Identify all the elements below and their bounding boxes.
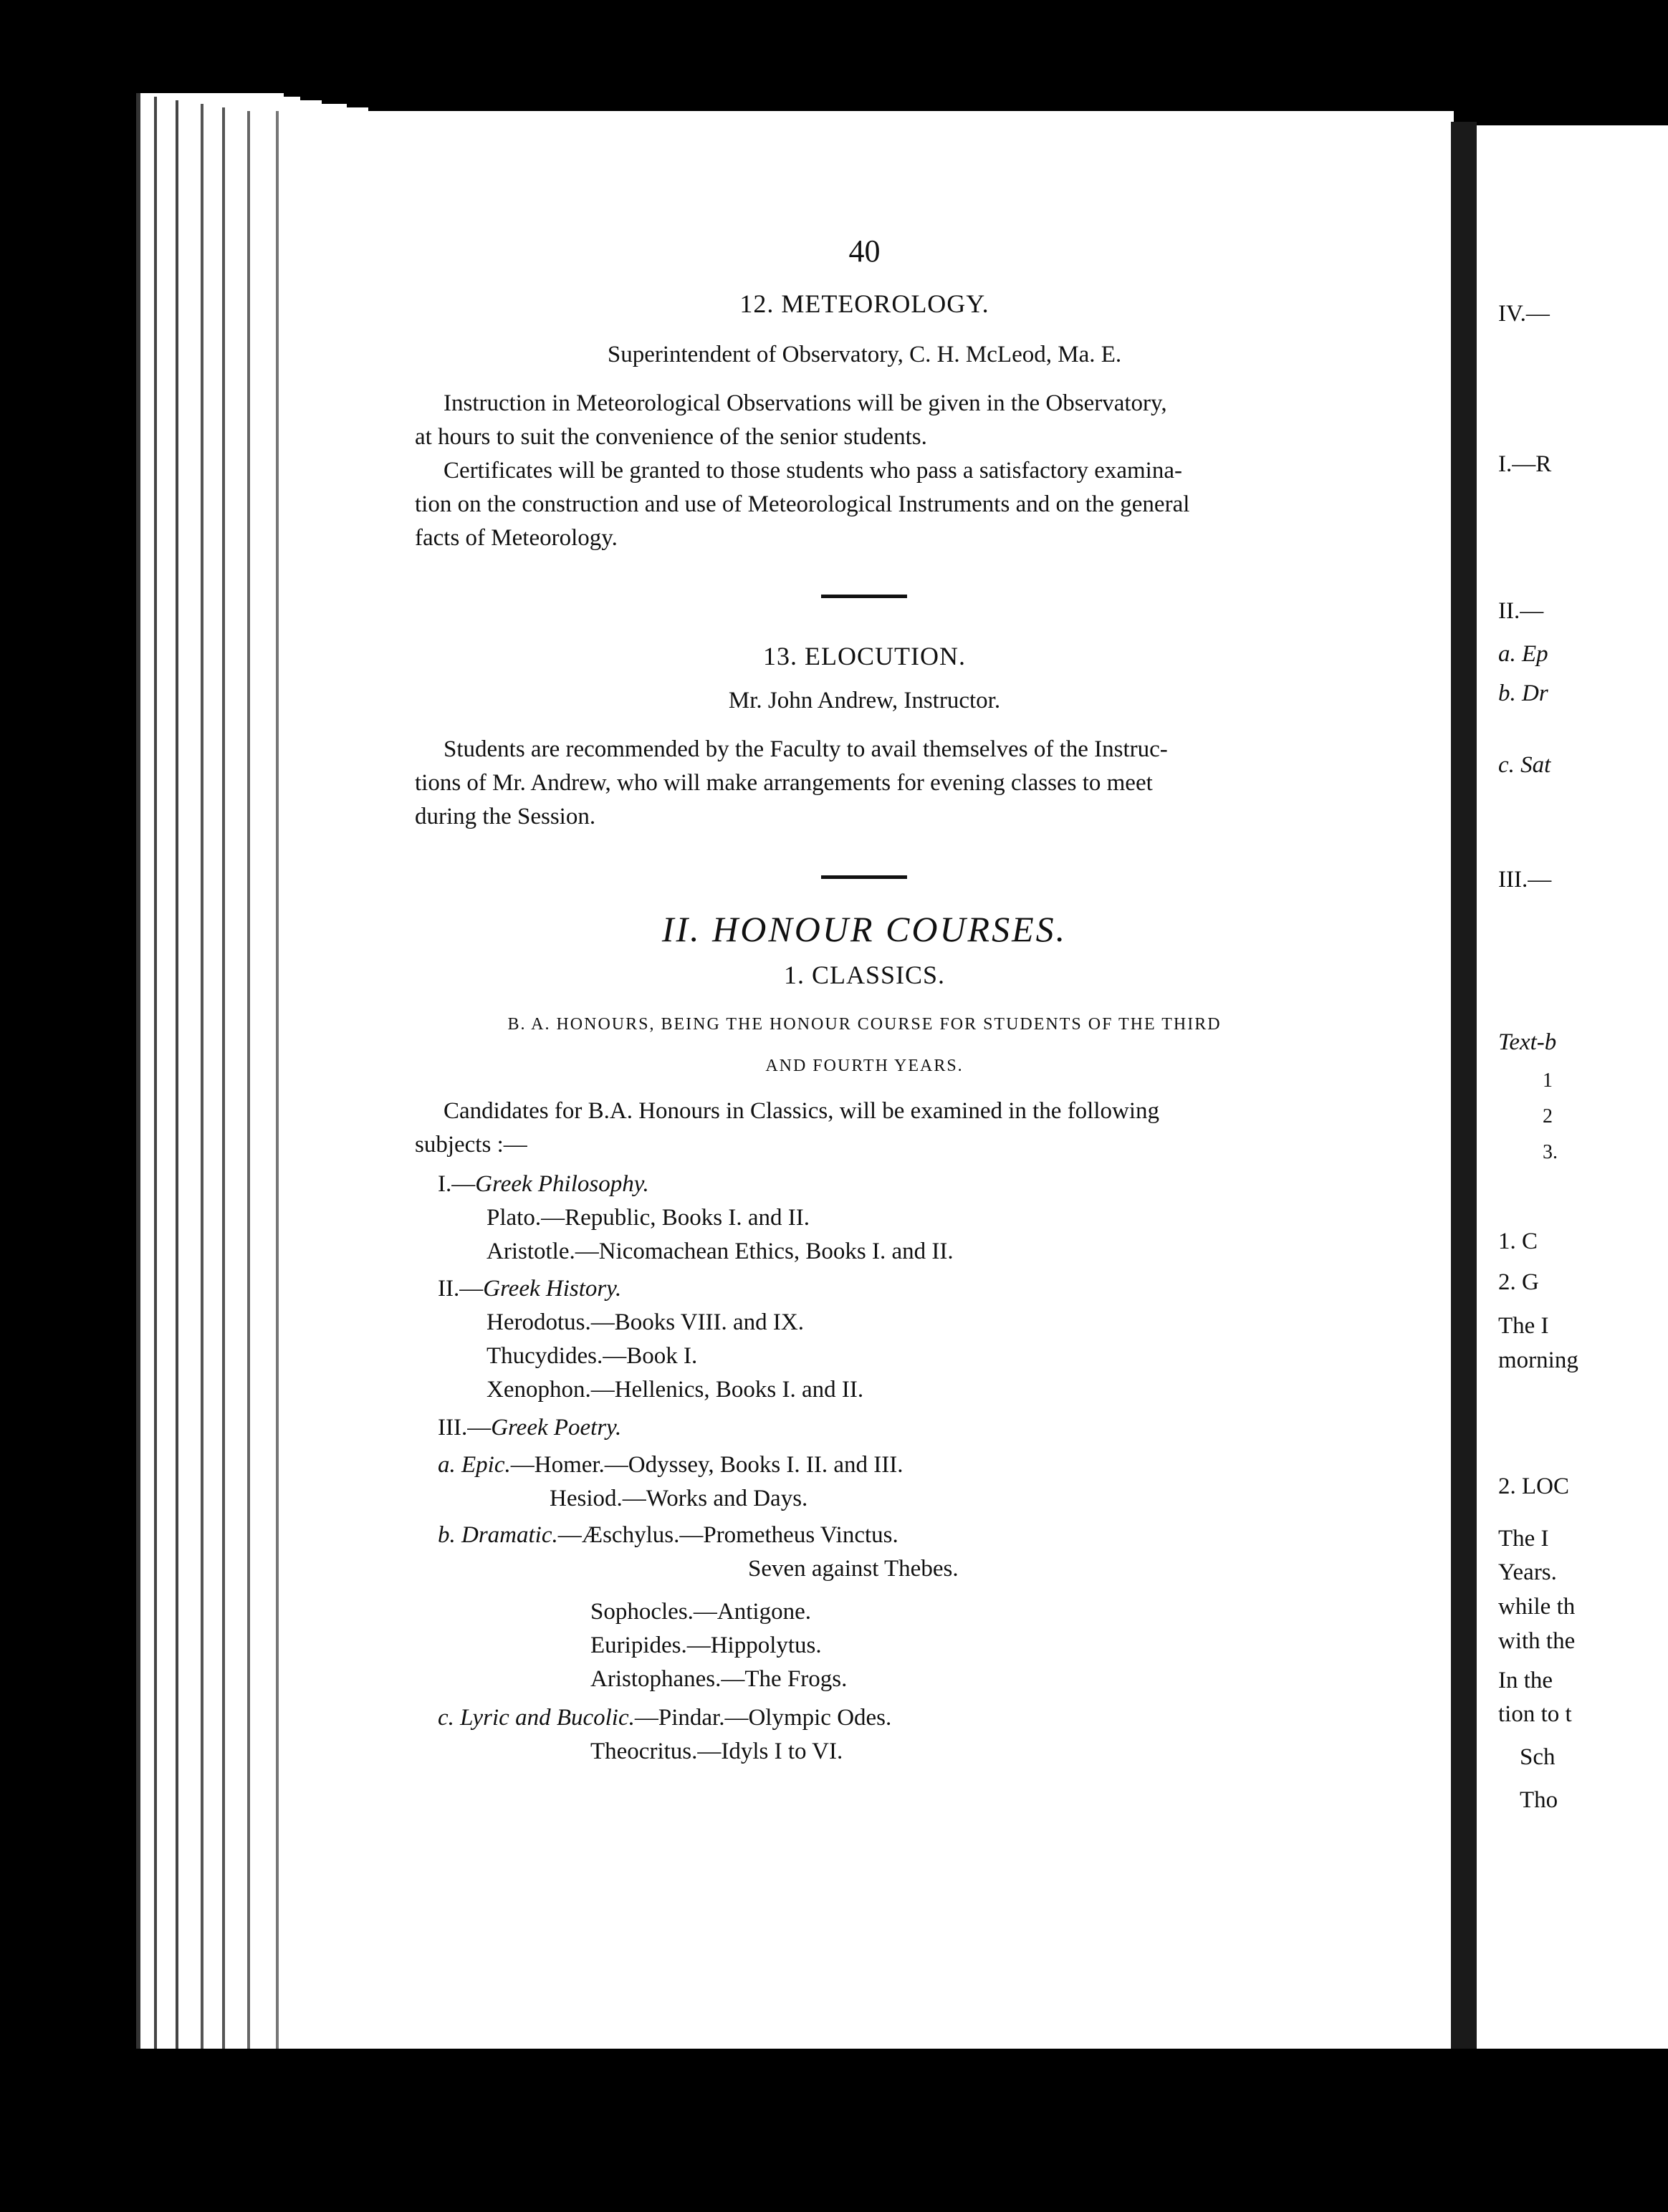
section-heading-elocution: 13. ELOCUTION. xyxy=(763,642,966,670)
section-divider xyxy=(821,875,907,879)
fragment-line: The I xyxy=(1498,1526,1549,1552)
category-label: a. Epic. xyxy=(438,1452,511,1478)
category-text: —Homer.—Odyssey, Books I. II. and III. xyxy=(510,1452,904,1478)
fragment-line: with the xyxy=(1498,1628,1576,1654)
elocution-para-line2: tions of Mr. Andrew, who will make arrangements for evening classes to meet xyxy=(415,770,1153,796)
meteorology-para2-line2: tion on the construction and use of Meteorological Instruments and on the general xyxy=(415,491,1190,517)
meteorology-para1-line2: at hours to suit the convenience of the senior students. xyxy=(415,424,927,450)
section-divider xyxy=(821,595,907,598)
elocution-para-line1: Students are recommended by the Faculty to avail themselves of the Instruc- xyxy=(444,736,1168,762)
page-number: 40 xyxy=(848,234,881,269)
fragment-line: IV.— xyxy=(1498,301,1550,327)
fragment-line: 2 xyxy=(1543,1105,1553,1127)
list-item: Thucydides.—Book I. xyxy=(486,1343,698,1369)
subject-number: I.— xyxy=(438,1171,476,1197)
list-item: Aristotle.—Nicomachean Ethics, Books I. and II. xyxy=(486,1239,954,1264)
fragment-line: Years. xyxy=(1498,1559,1557,1585)
poetry-dramatic xyxy=(438,1522,898,1549)
fragment-line: 1 xyxy=(1543,1069,1553,1092)
fragment-line: In the xyxy=(1498,1668,1553,1693)
list-item: Euripides.—Hippolytus. xyxy=(590,1632,822,1658)
left-page xyxy=(276,111,1454,2052)
elocution-para-line3: during the Session. xyxy=(415,804,596,830)
subject-title: Greek History. xyxy=(483,1276,622,1302)
fragment-line: III.— xyxy=(1498,867,1552,893)
instructor-line: Mr. John Andrew, Instructor. xyxy=(728,688,1001,713)
right-page-fragment xyxy=(1477,125,1668,2052)
ba-honours-line1: B. A. HONOURS, BEING THE HONOUR COURSE FOR STUDENTS OF THE THIRD xyxy=(507,1015,1222,1034)
meteorology-para1-line1: Instruction in Meteorological Observations will be given in the Observatory, xyxy=(444,390,1167,416)
subject-greek-philosophy xyxy=(438,1171,649,1198)
scan-background xyxy=(129,2049,1668,2212)
fragment-line: The I xyxy=(1498,1313,1549,1339)
fragment-line: a. Ep xyxy=(1498,641,1548,667)
list-item: Xenophon.—Hellenics, Books I. and II. xyxy=(486,1377,864,1403)
section-heading-meteorology: 12. METEOROLOGY. xyxy=(739,289,989,318)
fragment-line: tion to t xyxy=(1498,1701,1572,1727)
superintendent-line: Superintendent of Observatory, C. H. McLeod, Ma. E. xyxy=(607,342,1122,367)
list-item: Theocritus.—Idyls I to VI. xyxy=(590,1739,843,1764)
fragment-line: morning xyxy=(1498,1347,1578,1373)
list-item: Herodotus.—Books VIII. and IX. xyxy=(486,1309,805,1335)
classics-heading: 1. CLASSICS. xyxy=(783,961,946,989)
list-item: Hesiod.—Works and Days. xyxy=(550,1486,808,1511)
fragment-line: I.—R xyxy=(1498,451,1552,477)
candidates-intro-line1: Candidates for B.A. Honours in Classics, will be examined in the following xyxy=(444,1098,1160,1124)
subject-greek-history xyxy=(438,1276,621,1302)
fragment-line: Tho xyxy=(1520,1787,1558,1813)
category-label: b. Dramatic. xyxy=(438,1522,558,1548)
subject-number: II.— xyxy=(438,1276,484,1302)
poetry-lyric-bucolic xyxy=(438,1705,891,1731)
fragment-line: c. Sat xyxy=(1498,752,1551,778)
fragment-line: Sch xyxy=(1520,1744,1556,1770)
fragment-line: 2. LOC xyxy=(1498,1473,1569,1499)
subject-greek-poetry xyxy=(438,1415,621,1441)
list-item: Seven against Thebes. xyxy=(748,1556,959,1582)
ba-honours-line2: AND FOURTH YEARS. xyxy=(765,1057,964,1075)
fragment-line: b. Dr xyxy=(1498,681,1548,706)
fragment-line: Text-b xyxy=(1498,1029,1557,1055)
fragment-line: while th xyxy=(1498,1594,1576,1620)
book-gutter xyxy=(1451,122,1477,2056)
category-label: c. Lyric and Bucolic. xyxy=(438,1705,635,1731)
meteorology-para2-line3: facts of Meteorology. xyxy=(415,525,618,551)
fragment-line: 2. G xyxy=(1498,1269,1539,1295)
meteorology-para2-line1: Certificates will be granted to those students who pass a satisfactory examina- xyxy=(444,458,1182,484)
fragment-line: 1. C xyxy=(1498,1228,1538,1254)
category-text: —Pindar.—Olympic Odes. xyxy=(634,1705,892,1731)
honour-courses-title: II. HONOUR COURSES. xyxy=(661,909,1068,949)
category-text: —Æschylus.—Prometheus Vinctus. xyxy=(557,1522,898,1548)
fragment-line: II.— xyxy=(1498,598,1544,624)
list-item: Sophocles.—Antigone. xyxy=(590,1599,811,1625)
candidates-intro-line2: subjects :— xyxy=(415,1132,527,1158)
list-item: Plato.—Republic, Books I. and II. xyxy=(486,1205,810,1231)
list-item: Aristophanes.—The Frogs. xyxy=(590,1666,848,1692)
subject-title: Greek Poetry. xyxy=(491,1415,622,1441)
fragment-line: 3. xyxy=(1543,1141,1558,1163)
subject-title: Greek Philosophy. xyxy=(475,1171,649,1197)
subject-number: III.— xyxy=(438,1415,492,1441)
poetry-epic xyxy=(438,1452,904,1478)
